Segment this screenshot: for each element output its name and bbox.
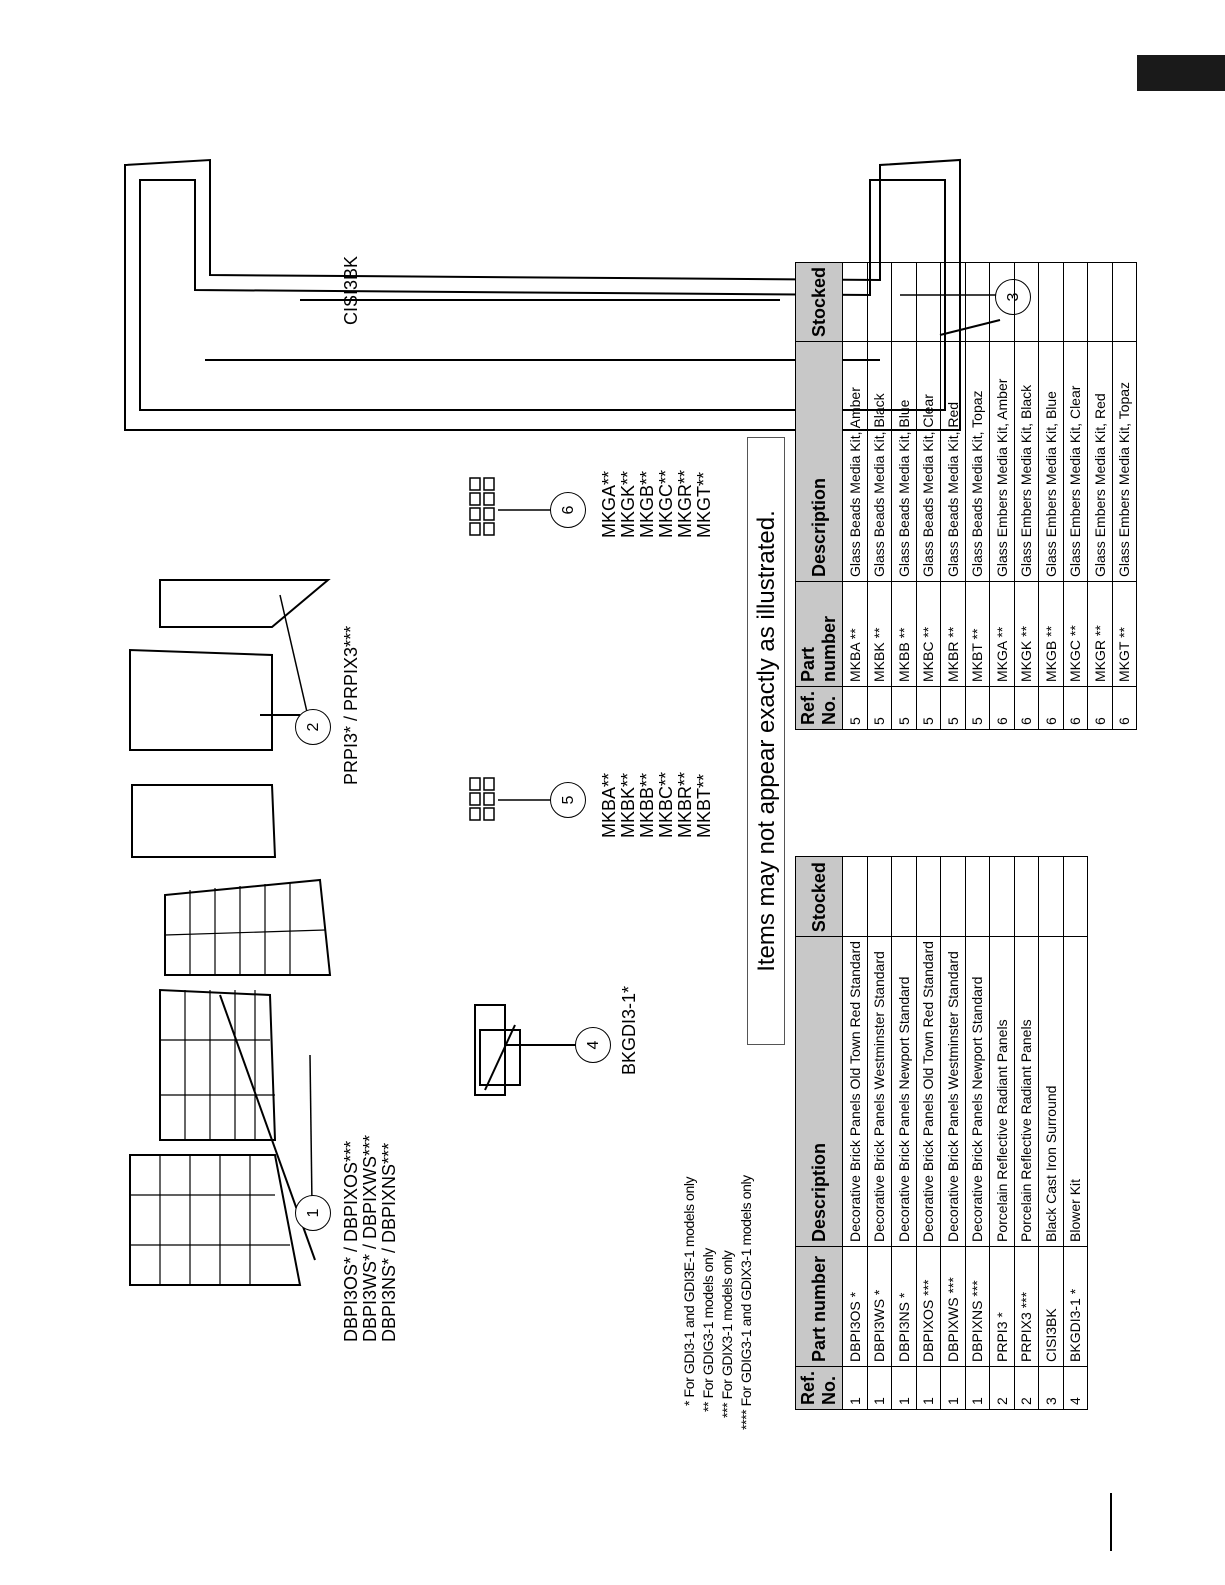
table-cell-stocked bbox=[892, 262, 917, 341]
table-cell-stocked bbox=[867, 262, 892, 341]
callout-6-label: MKGC** bbox=[656, 469, 676, 538]
table-header-row bbox=[796, 857, 843, 1410]
table-cell-ref: 6 bbox=[1014, 686, 1039, 729]
table-row bbox=[916, 857, 941, 1410]
table-cell-ref: 1 bbox=[843, 1366, 868, 1409]
table-cell-ref: 2 bbox=[990, 1366, 1015, 1409]
col-ref-no: Ref. No. bbox=[796, 686, 843, 729]
col-stocked: Stocked bbox=[796, 857, 843, 937]
table-cell-stocked bbox=[965, 262, 990, 341]
callout-1-label: DBPI3NS* / DBPIXNS*** bbox=[379, 1142, 399, 1342]
table-cell-ref: 2 bbox=[1014, 1366, 1039, 1409]
table-cell-ref: 5 bbox=[965, 686, 990, 729]
table-cell-stocked bbox=[1063, 857, 1088, 937]
table-cell-desc: Glass Beads Media Kit, Black bbox=[867, 341, 892, 581]
col-ref-no: Ref. No. bbox=[796, 1366, 843, 1409]
table-cell-stocked bbox=[1014, 857, 1039, 937]
footnote: ** For GDIG3-1 models only bbox=[700, 1248, 716, 1412]
illustration-notice: Items may not appear exactly as illustrated. bbox=[747, 437, 785, 1045]
table-cell-stocked bbox=[916, 262, 941, 341]
table-cell-stocked bbox=[990, 857, 1015, 937]
callout-5-label: MKBC** bbox=[656, 771, 676, 838]
table-cell-desc: Porcelain Reflective Radiant Panels bbox=[1014, 937, 1039, 1247]
table-cell-stocked bbox=[843, 262, 868, 341]
table-cell-ref: 4 bbox=[1063, 1366, 1088, 1409]
table-cell-stocked bbox=[1088, 262, 1113, 341]
footnote: * For GDI3-1 and GDI3E-1 models only bbox=[681, 1176, 697, 1406]
table-cell-desc: Glass Embers Media Kit, Clear bbox=[1063, 341, 1088, 581]
callout-5-label: MKBA** bbox=[599, 772, 619, 838]
col-description: Description bbox=[796, 937, 843, 1247]
table-cell-stocked bbox=[1039, 262, 1064, 341]
parts-table-left bbox=[795, 856, 1088, 1410]
table-cell-desc: Glass Embers Media Kit, Amber bbox=[990, 341, 1015, 581]
table-cell-stocked bbox=[965, 857, 990, 937]
table-cell-part: MKGR ** bbox=[1088, 581, 1113, 686]
table-row bbox=[990, 262, 1015, 729]
callout-1-label: DBPI3OS* / DBPIXOS*** bbox=[341, 1140, 361, 1342]
callout-2-label: PRPI3* / PRPIX3*** bbox=[341, 625, 361, 785]
table-row bbox=[892, 857, 917, 1410]
callout-5-label: MKBR** bbox=[675, 771, 695, 838]
table-cell-desc: Glass Embers Media Kit, Red bbox=[1088, 341, 1113, 581]
table-cell-ref: 6 bbox=[1063, 686, 1088, 729]
table-cell-desc: Glass Beads Media Kit, Blue bbox=[892, 341, 917, 581]
col-part-number: Part number bbox=[796, 581, 843, 686]
table-cell-desc: Decorative Brick Panels Old Town Red Standard bbox=[843, 937, 868, 1247]
table-cell-desc: Porcelain Reflective Radiant Panels bbox=[990, 937, 1015, 1247]
table-cell-stocked bbox=[1014, 262, 1039, 341]
table-cell-desc: Decorative Brick Panels Newport Standard bbox=[965, 937, 990, 1247]
table-cell-ref: 5 bbox=[916, 686, 941, 729]
callout-3: 3 bbox=[995, 279, 1031, 315]
col-stocked: Stocked bbox=[796, 262, 843, 341]
footnote: **** For GDIG3-1 and GDIX3-1 models only bbox=[738, 1175, 754, 1430]
callout-3-label: CISI3BK bbox=[341, 255, 361, 325]
table-cell-ref: 1 bbox=[892, 1366, 917, 1409]
table-cell-part: DBPIXWS *** bbox=[941, 1246, 966, 1366]
callout-4-label: BKGDI3-1* bbox=[619, 985, 639, 1075]
callout-5-label: MKBT** bbox=[694, 773, 714, 838]
table-cell-desc: Decorative Brick Panels Westminster Standard bbox=[941, 937, 966, 1247]
table-cell-part: DBPIXOS *** bbox=[916, 1246, 941, 1366]
table-row bbox=[1039, 857, 1064, 1410]
table-row bbox=[1014, 262, 1039, 729]
callout-6-labels bbox=[600, 470, 714, 538]
table-cell-part: CISI3BK bbox=[1039, 1246, 1064, 1366]
table-cell-desc: Glass Beads Media Kit, Red bbox=[941, 341, 966, 581]
table-row bbox=[941, 857, 966, 1410]
table-row bbox=[1112, 262, 1137, 729]
table-cell-ref: 1 bbox=[965, 1366, 990, 1409]
callout-1: 1 bbox=[295, 1195, 331, 1231]
table-row bbox=[990, 857, 1015, 1410]
table-cell-ref: 6 bbox=[1112, 686, 1137, 729]
footnotes bbox=[680, 1175, 756, 1430]
table-body bbox=[843, 262, 1137, 729]
table-cell-stocked bbox=[941, 262, 966, 341]
table-row bbox=[867, 262, 892, 729]
table-row bbox=[843, 262, 868, 729]
table-body bbox=[843, 857, 1088, 1410]
table-cell-part: MKGB ** bbox=[1039, 581, 1064, 686]
table-cell-ref: 1 bbox=[916, 1366, 941, 1409]
table-cell-ref: 1 bbox=[867, 1366, 892, 1409]
blower-illustration bbox=[475, 1005, 590, 1095]
table-cell-ref: 5 bbox=[843, 686, 868, 729]
table-cell-stocked bbox=[892, 857, 917, 937]
table-cell-ref: 6 bbox=[1088, 686, 1113, 729]
table-cell-desc: Glass Embers Media Kit, Black bbox=[1014, 341, 1039, 581]
table-cell-ref: 5 bbox=[892, 686, 917, 729]
table-cell-part: PRPI3 * bbox=[990, 1246, 1015, 1366]
callout-6-label: MKGK** bbox=[618, 470, 638, 538]
table-row bbox=[965, 262, 990, 729]
table-cell-part: MKBC ** bbox=[916, 581, 941, 686]
callout-6-label: MKGB** bbox=[637, 470, 657, 538]
table-cell-stocked bbox=[990, 262, 1015, 341]
table-cell-stocked bbox=[941, 857, 966, 937]
table-row bbox=[941, 262, 966, 729]
table-row bbox=[1063, 262, 1088, 729]
table-cell-part: MKBA ** bbox=[843, 581, 868, 686]
table-row bbox=[1088, 262, 1113, 729]
table-row bbox=[965, 857, 990, 1410]
callout-1-labels bbox=[342, 1135, 399, 1342]
callout-4: 4 bbox=[575, 1027, 611, 1063]
table-cell-ref: 6 bbox=[990, 686, 1015, 729]
table-cell-desc: Decorative Brick Panels Old Town Red Standard bbox=[916, 937, 941, 1247]
table-cell-part: DBPI3NS * bbox=[892, 1246, 917, 1366]
table-cell-stocked bbox=[843, 857, 868, 937]
table-cell-stocked bbox=[916, 857, 941, 937]
table-cell-desc: Glass Embers Media Kit, Blue bbox=[1039, 341, 1064, 581]
col-description: Description bbox=[796, 341, 843, 581]
table-row bbox=[1063, 857, 1088, 1410]
table-cell-part: DBPI3WS * bbox=[867, 1246, 892, 1366]
callout-2: 2 bbox=[295, 709, 331, 745]
table-cell-desc: Blower Kit bbox=[1063, 937, 1088, 1247]
table-cell-part: MKBT ** bbox=[965, 581, 990, 686]
callout-6: 6 bbox=[550, 492, 586, 528]
table-cell-desc: Glass Beads Media Kit, Topaz bbox=[965, 341, 990, 581]
table-row bbox=[892, 262, 917, 729]
media-kit-illustration bbox=[470, 478, 565, 820]
footnote: *** For GDIX3-1 models only bbox=[719, 1250, 735, 1418]
table-cell-part: MKBK ** bbox=[867, 581, 892, 686]
callout-5: 5 bbox=[550, 782, 586, 818]
table-cell-stocked bbox=[1039, 857, 1064, 937]
col-part-number: Part number bbox=[796, 1246, 843, 1366]
table-cell-ref: 6 bbox=[1039, 686, 1064, 729]
table-cell-desc: Black Cast Iron Surround bbox=[1039, 937, 1064, 1247]
table-cell-stocked bbox=[1063, 262, 1088, 341]
table-row bbox=[843, 857, 868, 1410]
table-cell-desc: Glass Beads Media Kit, Clear bbox=[916, 341, 941, 581]
table-cell-part: PRPIX3 *** bbox=[1014, 1246, 1039, 1366]
callout-5-label: MKBB** bbox=[637, 772, 657, 838]
table-cell-part: DBPI3OS * bbox=[843, 1246, 868, 1366]
table-cell-part: MKGC ** bbox=[1063, 581, 1088, 686]
table-cell-part: MKGK ** bbox=[1014, 581, 1039, 686]
parts-table-right bbox=[795, 262, 1137, 730]
table-cell-part: DBPIXNS *** bbox=[965, 1246, 990, 1366]
table-header-row bbox=[796, 262, 843, 729]
table-cell-desc: Decorative Brick Panels Newport Standard bbox=[892, 937, 917, 1247]
table-cell-stocked bbox=[1112, 262, 1137, 341]
callout-1-label: DBPI3WS* / DBPIXWS*** bbox=[360, 1134, 380, 1342]
callout-6-label: MKGA** bbox=[599, 470, 619, 538]
table-cell-ref: 3 bbox=[1039, 1366, 1064, 1409]
callout-5-labels bbox=[600, 772, 714, 838]
table-row bbox=[1039, 262, 1064, 729]
table-row bbox=[916, 262, 941, 729]
callout-5-label: MKBK** bbox=[618, 772, 638, 838]
table-cell-ref: 1 bbox=[941, 1366, 966, 1409]
table-cell-part: MKBB ** bbox=[892, 581, 917, 686]
table-cell-stocked bbox=[867, 857, 892, 937]
table-row bbox=[1014, 857, 1039, 1410]
callout-6-label: MKGR** bbox=[675, 469, 695, 538]
table-cell-desc: Decorative Brick Panels Westminster Standard bbox=[867, 937, 892, 1247]
table-cell-desc: Glass Beads Media Kit, Amber bbox=[843, 341, 868, 581]
table-cell-ref: 5 bbox=[941, 686, 966, 729]
callout-6-label: MKGT** bbox=[694, 471, 714, 538]
table-cell-desc: Glass Embers Media Kit, Topaz bbox=[1112, 341, 1137, 581]
table-cell-ref: 5 bbox=[867, 686, 892, 729]
table-cell-part: MKBR ** bbox=[941, 581, 966, 686]
table-row bbox=[867, 857, 892, 1410]
table-cell-part: MKGA ** bbox=[990, 581, 1015, 686]
table-cell-part: MKGT ** bbox=[1112, 581, 1137, 686]
table-cell-part: BKGDI3-1 * bbox=[1063, 1246, 1088, 1366]
